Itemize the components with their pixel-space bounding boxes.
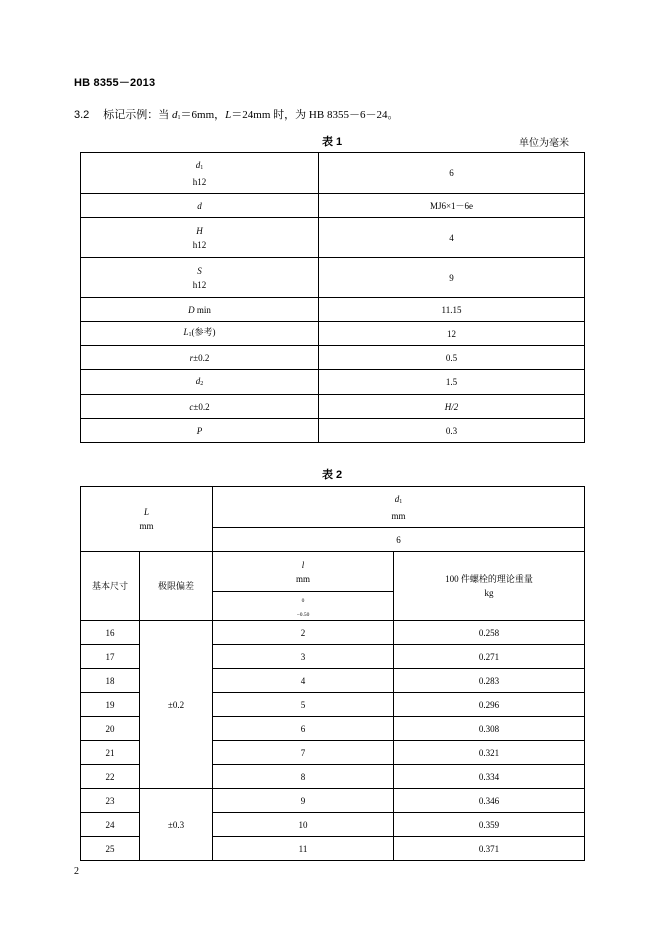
table2-deviation-group2: ±0.3 [140, 789, 213, 861]
standard-code-header: HB 8355－2013 [74, 77, 156, 89]
clause-L-symbol: L [225, 109, 232, 121]
table1-param-symbol: D [188, 304, 195, 315]
table2-d1-subscript: 1 [399, 498, 403, 505]
table1-param-suffix: ±0.2 [193, 401, 210, 412]
table2-basic-size-cell: 19 [81, 693, 140, 717]
table2-basic-size-cell: 17 [81, 645, 140, 669]
table2-basic-size-cell: 23 [81, 789, 140, 813]
table1-value-cell: 4 [319, 218, 585, 258]
table2-l-cell: 8 [213, 765, 394, 789]
table2-weight-cell: 0.359 [394, 813, 585, 837]
table2-deviation-group1: ±0.2 [140, 621, 213, 789]
table1-row [81, 153, 585, 194]
table1-param-cell [81, 370, 319, 395]
table1-tolerance-grade: h12 [192, 176, 207, 187]
table2-L-symbol: L [144, 507, 150, 517]
table2-weight-cell: 0.308 [394, 717, 585, 741]
table1-param-cell [81, 153, 319, 194]
table1-row [81, 258, 585, 298]
table2-l-cell: 4 [213, 669, 394, 693]
table2-row [81, 621, 585, 645]
table2-l-unit: mm [296, 573, 311, 584]
table2-L-header [81, 487, 213, 552]
table1-row [81, 346, 585, 370]
table2-l-tolerance [213, 592, 394, 621]
table1-param-symbol: L [183, 327, 189, 337]
table1-row [81, 218, 585, 258]
table2-caption: 表 2 [322, 469, 343, 481]
table2-weight-cell: 0.334 [394, 765, 585, 789]
table2-d1-value: 6 [213, 528, 585, 552]
table1-param-subscript: 2 [200, 380, 204, 387]
table2-d1-symbol: d [394, 493, 400, 504]
table1-param-symbol: c [189, 401, 194, 412]
table1-value-cell: H/2 [319, 395, 585, 419]
table2-basic-size-cell: 22 [81, 765, 140, 789]
table2-weight-cell: 0.296 [394, 693, 585, 717]
table2-weight-header [394, 552, 585, 621]
table2-l-cell: 10 [213, 813, 394, 837]
table1-param-symbol: H [196, 225, 203, 236]
table2-weight-cell: 0.258 [394, 621, 585, 645]
table1-value-cell: 1.5 [319, 370, 585, 395]
table1-param-cell [81, 395, 319, 419]
table2-weight-cell: 0.283 [394, 669, 585, 693]
table2-l-symbol: l [301, 559, 305, 570]
table1-param-symbol: S [197, 265, 202, 276]
page-number: 2 [74, 866, 79, 877]
table1-param-cell [81, 298, 319, 322]
table1-tolerance-grade: h12 [192, 239, 207, 250]
table1-row [81, 419, 585, 443]
table2-basic-size-cell: 16 [81, 621, 140, 645]
table2-l-cell: 7 [213, 741, 394, 765]
table2-basic-size-cell: 25 [81, 837, 140, 861]
table1-param-suffix: min [194, 304, 211, 315]
table1-value-cell: 9 [319, 258, 585, 298]
table1-value-cell: 0.5 [319, 346, 585, 370]
table1-row [81, 395, 585, 419]
clause-text-mid: ＝6mm， [180, 109, 226, 121]
table2-l-cell: 2 [213, 621, 394, 645]
table1-param-cell [81, 419, 319, 443]
table2-l-cell: 3 [213, 645, 394, 669]
table1-row [81, 322, 585, 346]
table1-param-symbol: r [189, 352, 194, 363]
table1-value-cell: 6 [319, 153, 585, 194]
table1-value-cell: 12 [319, 322, 585, 346]
table2-weight-cell: 0.371 [394, 837, 585, 861]
table2-l-cell: 9 [213, 789, 394, 813]
table2-body [81, 487, 585, 861]
table2-l-tol-upper: 0 [301, 598, 305, 604]
table1-row [81, 194, 585, 218]
table1-row [81, 370, 585, 395]
table1-param-cell [81, 258, 319, 298]
table2-weight-cell: 0.321 [394, 741, 585, 765]
table1-tolerance-grade: h12 [192, 279, 207, 290]
table1-value-cell: 11.15 [319, 298, 585, 322]
clause-d1-subscript: 1 [177, 115, 181, 121]
table1-param-suffix: (参考) [191, 327, 216, 337]
table1-param-subscript: 1 [200, 164, 204, 171]
table2-l-cell: 6 [213, 717, 394, 741]
table1-param-cell [81, 218, 319, 258]
table2-d1-header [213, 487, 585, 528]
table2-l-cell: 5 [213, 693, 394, 717]
table2-basic-size-cell: 21 [81, 741, 140, 765]
table2-weight-label: 100 件螺栓的理论重量 [445, 574, 533, 584]
table2 [80, 486, 585, 861]
table1-row [81, 298, 585, 322]
table2-basic-size-cell: 20 [81, 717, 140, 741]
table2-basic-size-cell: 18 [81, 669, 140, 693]
table2-l-tol-lower: −0.50 [296, 612, 310, 618]
table1-param-symbol: d [195, 375, 201, 386]
table2-weight-unit: kg [484, 588, 494, 598]
table1-param-symbol: d [195, 159, 201, 170]
table2-weight-cell: 0.346 [394, 789, 585, 813]
table2-L-unit: mm [139, 521, 154, 531]
table1-value-cell: 0.3 [319, 419, 585, 443]
table2-basic-size-cell: 24 [81, 813, 140, 837]
table1-param-cell [81, 194, 319, 218]
table2-row [81, 789, 585, 813]
table1-param-suffix: ±0.2 [193, 352, 210, 363]
table2-l-cell: 11 [213, 837, 394, 861]
table1-param-symbol: P [196, 425, 203, 436]
table2-l-header [213, 552, 394, 592]
table2-col-basic-size: 基本尺寸 [81, 552, 140, 621]
clause-text-prefix: 标记示例：当 [103, 109, 173, 121]
table2-weight-cell: 0.271 [394, 645, 585, 669]
table1 [80, 152, 585, 443]
table2-d1-unit: mm [391, 510, 406, 521]
table1-caption: 表 1 [322, 136, 343, 148]
table2-col-deviation: 极限偏差 [140, 552, 213, 621]
table1-body [81, 153, 585, 443]
clause-d1-symbol: d [172, 109, 178, 121]
clause-number: 3.2 [74, 109, 90, 121]
table1-param-subscript: 1 [188, 332, 192, 338]
table1-param-cell [81, 322, 319, 346]
table1-unit-note: 单位为毫米 [519, 138, 569, 149]
table1-param-cell [81, 346, 319, 370]
table1-value-cell: MJ6×1－6e [319, 194, 585, 218]
clause-text-suffix: ＝24mm 时，为 HB 8355－6－24。 [231, 109, 399, 121]
table1-param-symbol: d [197, 200, 202, 211]
marking-example-clause [74, 106, 398, 122]
